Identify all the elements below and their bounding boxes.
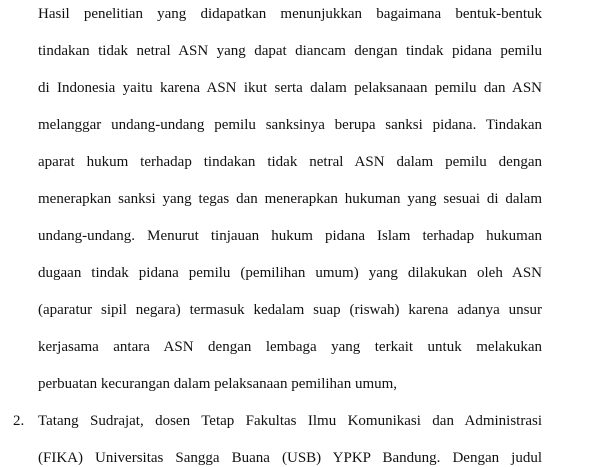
paragraph-line: di Indonesia yaitu karena ASN ikut serta dalam pelaksanaan pemilu dan ASN <box>38 80 542 96</box>
list-item-number: 2. <box>13 413 25 429</box>
paragraph-line: (aparatur sipil negara) termasuk kedalam suap (riswah) karena adanya unsur <box>38 302 542 318</box>
paragraph-line: Hasil penelitian yang didapatkan menunjukkan bagaimana bentuk-bentuk <box>38 6 542 22</box>
paragraph-line: undang-undang. Menurut tinjauan hukum pidana Islam terhadap hukuman <box>38 228 542 244</box>
list-item-line: (FIKA) Universitas Sangga Buana (USB) YPKP Bandung. Dengan judul <box>38 450 542 466</box>
paragraph-line: tindakan tidak netral ASN yang dapat diancam dengan tindak pidana pemilu <box>38 43 542 59</box>
paragraph-line: melanggar undang-undang pemilu sanksinya berupa sanksi pidana. Tindakan <box>38 117 542 133</box>
paragraph-line: menerapkan sanksi yang tegas dan menerapkan hukuman yang sesuai di dalam <box>38 191 542 207</box>
paragraph-line: aparat hukum terhadap tindakan tidak netral ASN dalam pemilu dengan <box>38 154 542 170</box>
paragraph-line: kerjasama antara ASN dengan lembaga yang terkait untuk melakukan <box>38 339 542 355</box>
paragraph-line: perbuatan kecurangan dalam pelaksanaan pemilihan umum, <box>38 376 398 392</box>
list-item-line: Tatang Sudrajat, dosen Tetap Fakultas Ilmu Komunikasi dan Administrasi <box>38 413 542 429</box>
paragraph-line: dugaan tindak pidana pemilu (pemilihan umum) yang dilakukan oleh ASN <box>38 265 542 281</box>
